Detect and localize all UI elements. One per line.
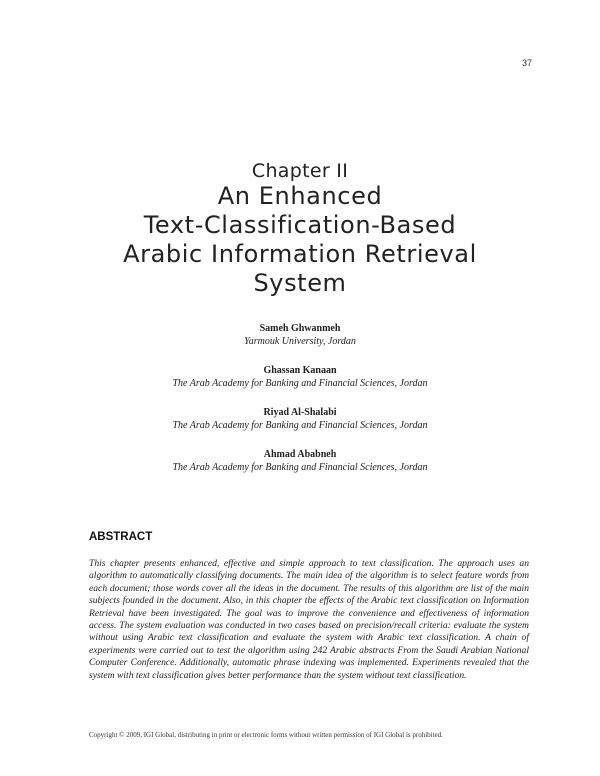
- abstract-heading: ABSTRACT: [89, 531, 153, 543]
- author-entry: [0, 364, 600, 390]
- author-name: Sameh Ghwanmeh: [259, 323, 341, 334]
- author-entry: [0, 322, 600, 348]
- author-list: [0, 322, 600, 490]
- author-affiliation: The Arab Academy for Banking and Financial Sciences, Jordan: [172, 462, 428, 473]
- abstract-body: This chapter presents enhanced, effective and simple approach to text classification. The approach uses an algorithm to automatically classifying documents. The main idea of the algorithm is to select feature words from each document; those words cover all the ideas in the document. The results of this algorithm are list of the main subjects founded in the document. Also, in this chapter the effects of the Arabic text classification on Information Retrieval have been investigated. The goal was to improve the convenience and effectiveness of information access. The system evaluation was conducted in two cases based on precision/recall criteria: evaluate the system without using Arabic text classification and evaluate the system with Arabic text classification. A chain of experiments were carried out to test the algorithm using 242 Arabic abstracts From the Saudi Arabian National Computer Conference. Additionally, automatic phrase indexing was implemented. Experiments revealed that the system with text classification gives better performance than the system without text classification.: [89, 558, 529, 681]
- author-name: Ghassan Kanaan: [263, 365, 337, 376]
- author-affiliation: The Arab Academy for Banking and Financial Sciences, Jordan: [172, 420, 428, 431]
- author-name: Ahmad Ababneh: [263, 449, 337, 460]
- copyright-notice: Copyright © 2009, IGI Global, distributing in print or electronic forms without written permission of IGI Global is prohibited.: [89, 731, 443, 739]
- chapter-label: Chapter II: [251, 160, 349, 182]
- author-affiliation: Yarmouk University, Jordan: [244, 336, 356, 347]
- chapter-title-line: Arabic Information Retrieval: [123, 240, 477, 268]
- chapter-title: [0, 182, 600, 298]
- chapter-title-line: An Enhanced: [217, 182, 383, 210]
- author-affiliation: The Arab Academy for Banking and Financial Sciences, Jordan: [172, 378, 428, 389]
- page-number: 37: [521, 58, 532, 68]
- chapter-title-line: Text-Classification-Based: [143, 211, 457, 239]
- author-name: Riyad Al-Shalabi: [263, 407, 337, 418]
- chapter-title-line: System: [253, 269, 347, 297]
- author-entry: [0, 406, 600, 432]
- author-entry: [0, 448, 600, 474]
